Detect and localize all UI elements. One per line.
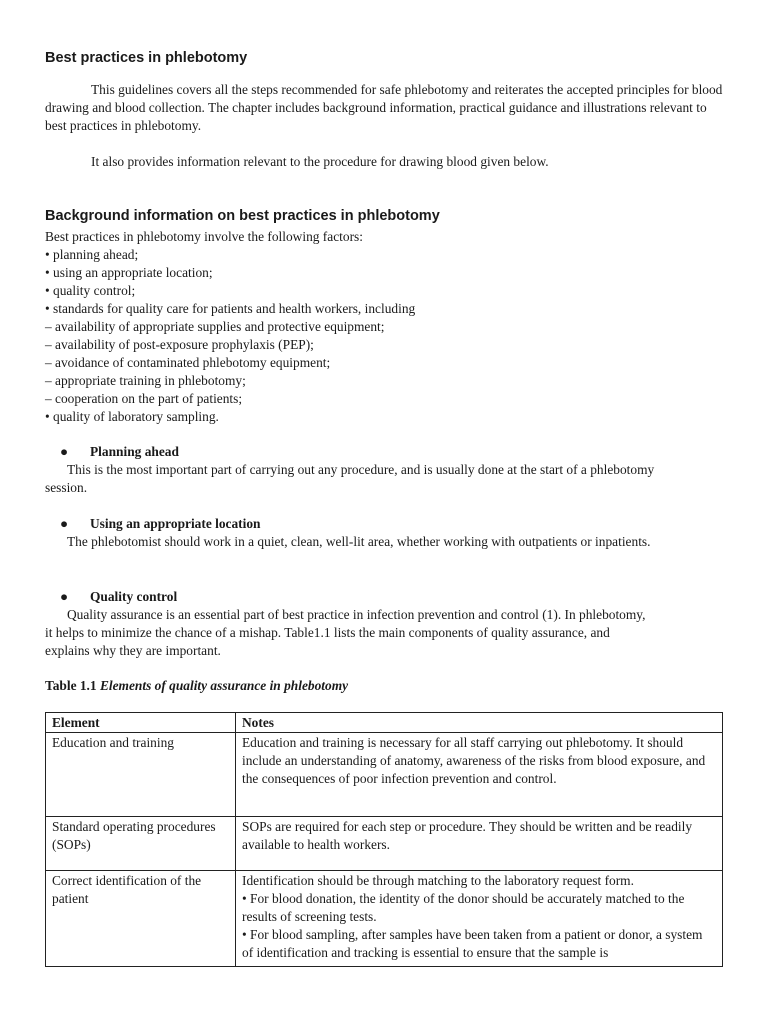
- list-item: • quality of laboratory sampling.: [45, 409, 219, 424]
- bullet-icon: ●: [60, 444, 69, 459]
- section-heading-quality-control: [60, 588, 177, 606]
- table-caption-title: Elements of quality assurance in phlebotomy: [99, 678, 349, 693]
- list-item: • standards for quality care for patients and health workers, including: [45, 301, 416, 316]
- background-lead: Best practices in phlebotomy involve the following factors:: [45, 229, 363, 244]
- section-heading-label: Using an appropriate location: [90, 516, 261, 531]
- list-item: – availability of post-exposure prophylaxis (PEP);: [45, 337, 314, 352]
- table-cell-notes: [236, 817, 723, 871]
- section-heading-planning-ahead: [60, 443, 179, 461]
- note-line: Identification should be through matching to the laboratory request form.: [242, 873, 634, 888]
- table-caption: [45, 677, 348, 695]
- table-header-notes: Notes: [236, 713, 723, 733]
- table-row: [46, 733, 723, 817]
- section-heading-label: Quality control: [90, 589, 178, 604]
- note-line: • For blood sampling, after samples have been taken from a patient or donor, a system of identification and tracking is essential to ensure that the sample is: [242, 927, 703, 960]
- list-item: – appropriate training in phlebotomy;: [45, 373, 246, 388]
- table-header-row: [46, 713, 723, 733]
- table-caption-label: Table 1.1: [45, 678, 97, 693]
- table-row: [46, 871, 723, 967]
- list-item: • quality control;: [45, 283, 136, 298]
- table-cell-element: Correct identification of the patient: [46, 871, 236, 967]
- list-item: – avoidance of contaminated phlebotomy equipment;: [45, 355, 331, 370]
- section-heading-location: [60, 515, 261, 533]
- note-line: SOPs are required for each step or procedure. They should be written and be readily available to health workers.: [242, 819, 693, 852]
- bullet-icon: ●: [60, 589, 69, 604]
- page-title: Best practices in phlebotomy: [45, 50, 248, 66]
- note-line: • For blood donation, the identity of the donor should be accurately matched to the results of screening tests.: [242, 891, 685, 924]
- section-text-quality-control: Quality assurance is an essential part of best practice in infection prevention and control (1). In phlebotomy, it helps to minimize the chance of a mishap. Table1.1 lists the main components of quality assurance, and explains why they are important.: [45, 607, 646, 658]
- list-item: – cooperation on the part of patients;: [45, 391, 243, 406]
- table-row: [46, 817, 723, 871]
- intro-paragraph-2: It also provides information relevant to the procedure for drawing blood given below.: [91, 154, 549, 169]
- background-heading: Background information on best practices in phlebotomy: [45, 208, 440, 224]
- bullet-icon: ●: [60, 516, 69, 531]
- list-item: – availability of appropriate supplies and protective equipment;: [45, 319, 385, 334]
- table-cell-element: Standard operating procedures (SOPs): [46, 817, 236, 871]
- section-heading-label: Planning ahead: [90, 444, 179, 459]
- section-text-planning-ahead: This is the most important part of carrying out any procedure, and is usually done at the start of a phlebotomy session.: [45, 462, 655, 495]
- table-cell-element: Education and training: [46, 733, 236, 817]
- note-line: Education and training is necessary for all staff carrying out phlebotomy. It should include an understanding of anatomy, awareness of the risks from blood exposure, and the consequences of poor infection prevention and control.: [242, 735, 706, 786]
- table-header-element: Element: [46, 713, 236, 733]
- section-text-location: The phlebotomist should work in a quiet, clean, well-lit area, whether working with outpatients or inpatients.: [67, 534, 651, 549]
- table-cell-notes: [236, 871, 723, 967]
- quality-assurance-table: [45, 712, 723, 967]
- list-item: • using an appropriate location;: [45, 265, 213, 280]
- background-list: [45, 228, 725, 426]
- table-cell-notes: [236, 733, 723, 817]
- list-item: • planning ahead;: [45, 247, 139, 262]
- intro-paragraph-1: This guidelines covers all the steps recommended for safe phlebotomy and reiterates the accepted principles for blood drawing and blood collection. The chapter includes background information, practical guidance and illustrations relevant to best practices in phlebotomy.: [45, 82, 723, 133]
